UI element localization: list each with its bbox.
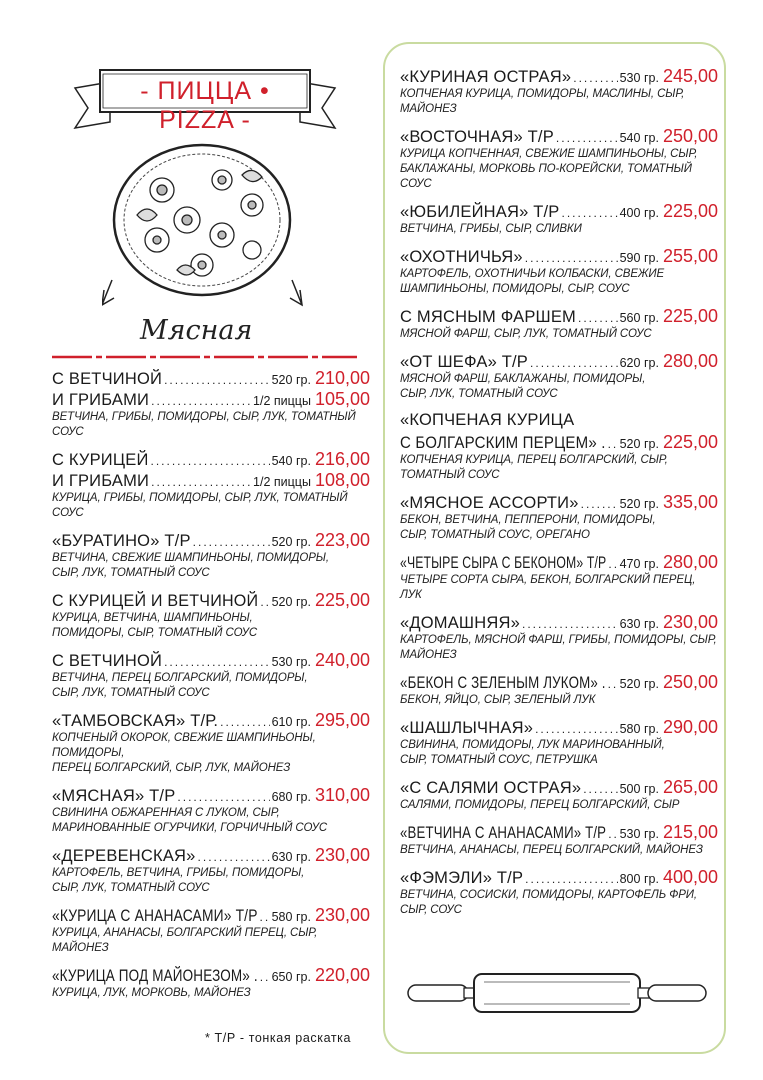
menu-item-line bbox=[400, 201, 718, 222]
menu-item-line bbox=[400, 246, 718, 267]
menu-item-line bbox=[400, 822, 718, 843]
menu-item-description: ВЕТЧИНА, СОСИСКИ, ПОМИДОРЫ, КАРТОФЕЛЬ ФРИ, СЫР, СОУС bbox=[400, 889, 698, 916]
menu-item-line bbox=[52, 590, 370, 611]
menu-item-weight: 610 гр. bbox=[271, 715, 311, 729]
left-menu-list bbox=[52, 368, 370, 1010]
dot-leader bbox=[573, 71, 617, 85]
menu-item-line bbox=[400, 612, 718, 633]
dot-leader bbox=[522, 617, 618, 631]
menu-item bbox=[400, 612, 718, 663]
menu-item-weight: 620 гр. bbox=[619, 356, 659, 370]
menu-item-price: 290,00 bbox=[662, 717, 718, 737]
right-menu-list bbox=[400, 66, 718, 927]
menu-item-description: ВЕТЧИНА, ГРИБЫ, СЫР, СЛИВКИ bbox=[400, 223, 582, 235]
menu-item-description: МЯСНОЙ ФАРШ, СЫР, ЛУК, ТОМАТНЫЙ СОУС bbox=[400, 328, 652, 340]
menu-item-name: «ДОМАШНЯЯ» bbox=[400, 614, 520, 632]
menu-item-price: 225,00 bbox=[662, 201, 718, 221]
dot-leader bbox=[260, 970, 270, 984]
menu-item-weight: 580 гр. bbox=[271, 910, 311, 924]
menu-item-price: 245,00 bbox=[662, 66, 718, 86]
menu-item-description: КУРИЦА, ЛУК, МОРКОВЬ, МАЙОНЕЗ bbox=[52, 987, 251, 999]
dot-leader bbox=[260, 595, 269, 609]
menu-item-line bbox=[400, 777, 718, 798]
dot-leader bbox=[583, 782, 617, 796]
dot-leader bbox=[578, 311, 618, 325]
menu-item-line bbox=[52, 389, 370, 410]
menu-item-description: МЯСНОЙ ФАРШ, БАКЛАЖАНЫ, ПОМИДОРЫ, bbox=[400, 373, 646, 385]
menu-item-weight: 400 гр. bbox=[619, 206, 659, 220]
menu-item-weight: 560 гр. bbox=[619, 311, 659, 325]
menu-item-description: БАКЛАЖАНЫ, МОРКОВЬ ПО-КОРЕЙСКИ, ТОМАТНЫЙ СОУС bbox=[400, 163, 692, 190]
pizza-illustration bbox=[102, 140, 307, 310]
menu-item-name: «ТАМБОВСКАЯ» Т/Р. bbox=[52, 712, 219, 730]
menu-item-price: 335,00 bbox=[662, 492, 718, 512]
menu-item-name: «ОТ ШЕФА» Т/Р bbox=[400, 353, 529, 371]
menu-item bbox=[400, 66, 718, 117]
menu-item bbox=[400, 201, 718, 237]
menu-item-name: С ВЕТЧИНОЙ bbox=[52, 370, 163, 388]
menu-item-weight: 500 гр. bbox=[619, 782, 659, 796]
rolling-pin-illustration bbox=[404, 968, 710, 1022]
menu-item-name: С КУРИЦЕЙ bbox=[52, 451, 149, 469]
menu-item-weight: 1/2 пиццы bbox=[253, 394, 311, 408]
menu-item-line bbox=[400, 867, 718, 888]
menu-item-price: 240,00 bbox=[314, 650, 370, 670]
dot-leader bbox=[608, 677, 618, 691]
menu-item-weight: 580 гр. bbox=[619, 722, 659, 736]
menu-item-name: «КОПЧЕНАЯ КУРИЦА bbox=[400, 411, 575, 429]
dot-leader bbox=[151, 454, 270, 468]
menu-item-price: 230,00 bbox=[662, 612, 718, 632]
menu-item bbox=[400, 777, 718, 813]
dot-leader bbox=[525, 251, 618, 265]
menu-item-line bbox=[52, 368, 370, 389]
menu-item-line bbox=[52, 449, 370, 470]
menu-item-weight: 630 гр. bbox=[271, 850, 311, 864]
menu-item-line bbox=[400, 126, 718, 147]
dot-leader bbox=[198, 850, 270, 864]
menu-item-weight: 520 гр. bbox=[619, 677, 659, 691]
menu-item-weight: 530 гр. bbox=[619, 827, 659, 841]
menu-item-weight: 470 гр. bbox=[619, 557, 659, 571]
menu-item-name: «ДЕРЕВЕНСКАЯ» bbox=[52, 847, 196, 865]
dot-leader bbox=[151, 394, 251, 408]
menu-item bbox=[52, 965, 370, 1001]
menu-item bbox=[400, 717, 718, 768]
menu-item-name: С ВЕТЧИНОЙ bbox=[52, 652, 163, 670]
menu-item bbox=[52, 710, 370, 776]
menu-item-weight: 520 гр. bbox=[271, 373, 311, 387]
menu-item-price: 216,00 bbox=[314, 449, 370, 469]
menu-item-description: СЫР, ЛУК, ТОМАТНЫЙ СОУС bbox=[52, 687, 210, 699]
menu-item-price: 108,00 bbox=[314, 470, 370, 490]
menu-item-name: «ЧЕТЫРЕ СЫРА С БЕКОНОМ» Т/Р bbox=[400, 554, 607, 572]
menu-item-price: 105,00 bbox=[314, 389, 370, 409]
dot-leader bbox=[530, 356, 618, 370]
menu-item-weight: 530 гр. bbox=[619, 71, 659, 85]
dot-leader bbox=[220, 715, 269, 729]
dot-leader bbox=[608, 557, 617, 571]
menu-item-name: «МЯСНАЯ» Т/Р bbox=[52, 787, 176, 805]
menu-item-description: БЕКОН, ВЕТЧИНА, ПЕППЕРОНИ, ПОМИДОРЫ, bbox=[400, 514, 656, 526]
menu-item-name: «ВЕТЧИНА С АНАНАСАМИ» Т/Р bbox=[400, 824, 607, 842]
menu-item-description: СЫР, ТОМАТНЫЙ СОУС, ПЕТРУШКА bbox=[400, 754, 598, 766]
menu-item-description: КУРИЦА КОПЧЕННАЯ, СВЕЖИЕ ШАМПИНЬОНЫ, СЫР, bbox=[400, 148, 698, 160]
menu-item-description: СЫР, ТОМАТНЫЙ СОУС, ОРЕГАНО bbox=[400, 529, 590, 541]
dot-leader bbox=[562, 206, 618, 220]
menu-item-description: ВЕТЧИНА, ПЕРЕЦ БОЛГАРСКИЙ, ПОМИДОРЫ, bbox=[52, 672, 308, 684]
menu-item-description: ПОМИДОРЫ, СЫР, ТОМАТНЫЙ СОУС bbox=[52, 627, 258, 639]
dot-leader bbox=[535, 722, 618, 736]
menu-item-weight: 520 гр. bbox=[271, 595, 311, 609]
menu-item-price: 265,00 bbox=[662, 777, 718, 797]
menu-item-price: 210,00 bbox=[314, 368, 370, 388]
menu-item bbox=[52, 590, 370, 641]
dot-leader bbox=[608, 437, 618, 451]
menu-item bbox=[400, 126, 718, 192]
menu-item-description: ПЕРЕЦ БОЛГАРСКИЙ, СЫР, ЛУК, МАЙОНЕЗ bbox=[52, 762, 291, 774]
menu-item-weight: 520 гр. bbox=[619, 437, 659, 451]
menu-item-weight: 650 гр. bbox=[271, 970, 311, 984]
menu-item-weight: 540 гр. bbox=[271, 454, 311, 468]
menu-item-name: «КУРИЦА ПОД МАЙОНЕЗОМ» . bbox=[52, 967, 258, 985]
menu-item-price: 230,00 bbox=[314, 845, 370, 865]
menu-item-name: «МЯСНОЕ АССОРТИ» bbox=[400, 494, 579, 512]
menu-item-price: 220,00 bbox=[314, 965, 370, 985]
menu-item-price: 280,00 bbox=[662, 351, 718, 371]
menu-item-name: «С САЛЯМИ ОСТРАЯ» bbox=[400, 779, 582, 797]
menu-item-description: СЫР, ЛУК, ТОМАТНЫЙ СОУС bbox=[400, 388, 558, 400]
menu-item-line bbox=[400, 672, 718, 693]
menu-item-line bbox=[52, 530, 370, 551]
dot-leader bbox=[193, 535, 270, 549]
dot-leader bbox=[177, 790, 269, 804]
menu-item-price: 280,00 bbox=[662, 552, 718, 572]
menu-item-name: «ОХОТНИЧЬЯ» bbox=[400, 248, 523, 266]
dot-leader bbox=[525, 872, 617, 886]
menu-item bbox=[52, 785, 370, 836]
dot-leader bbox=[556, 131, 618, 145]
menu-item-price: 215,00 bbox=[662, 822, 718, 842]
menu-item bbox=[52, 905, 370, 956]
menu-item-line bbox=[400, 717, 718, 738]
menu-item-weight: 800 гр. bbox=[619, 872, 659, 886]
menu-item-line bbox=[52, 470, 370, 491]
menu-item-description: СВИНИНА, ПОМИДОРЫ, ЛУК МАРИНОВАННЫЙ, bbox=[400, 739, 665, 751]
menu-item-line bbox=[400, 351, 718, 372]
menu-item-description: БЕКОН, ЯЙЦО, СЫР, ЗЕЛЕНЫЙ ЛУК bbox=[400, 694, 596, 706]
menu-item-description: СЫР, ЛУК, ТОМАТНЫЙ СОУС bbox=[52, 567, 210, 579]
menu-item-description: МАРИНОВАННЫЕ ОГУРЧИКИ, ГОРЧИЧНЫЙ СОУС bbox=[52, 822, 328, 834]
menu-item-description: КАРТОФЕЛЬ, ВЕТЧИНА, ГРИБЫ, ПОМИДОРЫ, bbox=[52, 867, 305, 879]
menu-item-price: 250,00 bbox=[662, 126, 718, 146]
menu-item-line bbox=[52, 650, 370, 671]
menu-item-name: «ФЭМЭЛИ» Т/Р bbox=[400, 869, 524, 887]
menu-item-description: СВИНИНА ОБЖАРЕННАЯ С ЛУКОМ, СЫР, bbox=[52, 807, 280, 819]
menu-item-description: ЧЕТЫРЕ СОРТА СЫРА, БЕКОН, БОЛГАРСКИЙ ПЕРЕЦ, ЛУК bbox=[400, 574, 696, 601]
dot-leader bbox=[260, 910, 270, 924]
dot-leader bbox=[608, 827, 617, 841]
menu-item-name: «ЮБИЛЕЙНАЯ» Т/Р bbox=[400, 203, 560, 221]
menu-item-name: «КУРИНАЯ ОСТРАЯ» bbox=[400, 68, 572, 86]
menu-item-price: 255,00 bbox=[662, 246, 718, 266]
menu-item-line bbox=[400, 432, 718, 453]
menu-item-weight: 590 гр. bbox=[619, 251, 659, 265]
menu-item-description: КАРТОФЕЛЬ, МЯСНОЙ ФАРШ, ГРИБЫ, ПОМИДОРЫ, СЫР, МАЙОНЕЗ bbox=[400, 634, 717, 661]
menu-item-weight: 630 гр. bbox=[619, 617, 659, 631]
menu-item-description: КУРИЦА, ГРИБЫ, ПОМИДОРЫ, СЫР, ЛУК, ТОМАТНЫЙ СОУС bbox=[52, 492, 348, 519]
menu-item bbox=[400, 411, 718, 483]
menu-item bbox=[400, 672, 718, 708]
menu-item-price: 225,00 bbox=[662, 306, 718, 326]
menu-item bbox=[400, 351, 718, 402]
footnote: * Т/Р - тонкая раскатка bbox=[205, 1031, 352, 1045]
menu-item bbox=[400, 552, 718, 603]
menu-item-description: КОПЧЕНЫЙ ОКОРОК, СВЕЖИЕ ШАМПИНЬОНЫ, ПОМИДОРЫ, bbox=[52, 732, 316, 759]
menu-item-name: И ГРИБАМИ bbox=[52, 391, 150, 409]
menu-item-name: «ВОСТОЧНАЯ» Т/Р bbox=[400, 128, 554, 146]
menu-item bbox=[400, 246, 718, 297]
banner-title: - ПИЦЦА • PIZZA - bbox=[140, 77, 270, 134]
menu-item-description: ВЕТЧИНА, АНАНАСЫ, ПЕРЕЦ БОЛГАРСКИЙ, МАЙОНЕЗ bbox=[400, 844, 703, 856]
menu-item-price: 223,00 bbox=[314, 530, 370, 550]
menu-item-name: И ГРИБАМИ bbox=[52, 472, 150, 490]
menu-item-name: С КУРИЦЕЙ И ВЕТЧИНОЙ bbox=[52, 592, 259, 610]
menu-item-weight: 530 гр. bbox=[271, 655, 311, 669]
menu-item-line bbox=[52, 905, 370, 926]
menu-item bbox=[52, 845, 370, 896]
menu-item-weight: 520 гр. bbox=[619, 497, 659, 511]
dot-leader bbox=[581, 497, 618, 511]
menu-item-name: «ШАШЛЫЧНАЯ» bbox=[400, 719, 534, 737]
menu-item-line bbox=[400, 552, 718, 573]
menu-item-weight: 1/2 пиццы bbox=[253, 475, 311, 489]
menu-item bbox=[52, 650, 370, 701]
menu-item-line bbox=[52, 710, 370, 731]
dot-leader bbox=[164, 655, 270, 669]
menu-item-description: КОПЧЕНАЯ КУРИЦА, ПОМИДОРЫ, МАСЛИНЫ, СЫР, МАЙОНЕЗ bbox=[400, 88, 685, 115]
menu-item-name: «БУРАТИНО» Т/Р bbox=[52, 532, 191, 550]
menu-item-line bbox=[400, 306, 718, 327]
menu-item-name: С БОЛГАРСКИМ ПЕРЦЕМ» . bbox=[400, 434, 606, 452]
menu-item bbox=[400, 492, 718, 543]
menu-item-description: ШАМПИНЬОНЫ, ПОМИДОРЫ, СЫР, СОУС bbox=[400, 283, 630, 295]
menu-item bbox=[52, 368, 370, 440]
menu-item-line bbox=[400, 411, 718, 432]
menu-item-name: «БЕКОН С ЗЕЛЕНЫМ ЛУКОМ» . bbox=[400, 674, 606, 692]
menu-item-description: САЛЯМИ, ПОМИДОРЫ, ПЕРЕЦ БОЛГАРСКИЙ, СЫР bbox=[400, 799, 680, 811]
menu-item bbox=[400, 306, 718, 342]
menu-item-name: С МЯСНЫМ ФАРШЕМ bbox=[400, 308, 576, 326]
menu-item-price: 295,00 bbox=[314, 710, 370, 730]
menu-item-price: 250,00 bbox=[662, 672, 718, 692]
menu-item-line bbox=[52, 965, 370, 986]
menu-item-description: КОПЧЕНАЯ КУРИЦА, ПЕРЕЦ БОЛГАРСКИЙ, СЫР, ТОМАТНЫЙ СОУС bbox=[400, 454, 668, 481]
menu-item-line bbox=[52, 785, 370, 806]
menu-item-weight: 540 гр. bbox=[619, 131, 659, 145]
menu-item-price: 230,00 bbox=[314, 905, 370, 925]
menu-item-description: КАРТОФЕЛЬ, ОХОТНИЧЬИ КОЛБАСКИ, СВЕЖИЕ bbox=[400, 268, 665, 280]
menu-item-line bbox=[52, 845, 370, 866]
menu-item-weight: 680 гр. bbox=[271, 790, 311, 804]
menu-item-description: СЫР, ЛУК, ТОМАТНЫЙ СОУС bbox=[52, 882, 210, 894]
dot-leader bbox=[164, 373, 270, 387]
menu-item bbox=[400, 867, 718, 918]
menu-item bbox=[52, 530, 370, 581]
menu-item-line bbox=[400, 492, 718, 513]
menu-item-description: КУРИЦА, ВЕТЧИНА, ШАМПИНЬОНЫ, bbox=[52, 612, 253, 624]
menu-item-name: «КУРИЦА С АНАНАСАМИ» Т/Р bbox=[52, 907, 258, 925]
menu-item-description: КУРИЦА, АНАНАСЫ, БОЛГАРСКИЙ ПЕРЕЦ, СЫР, МАЙОНЕЗ bbox=[52, 927, 318, 954]
menu-item-weight: 520 гр. bbox=[271, 535, 311, 549]
menu-item bbox=[52, 449, 370, 521]
menu-item-price: 400,00 bbox=[662, 867, 718, 887]
menu-item-description: ВЕТЧИНА, СВЕЖИЕ ШАМПИНЬОНЫ, ПОМИДОРЫ, bbox=[52, 552, 329, 564]
menu-item-price: 225,00 bbox=[314, 590, 370, 610]
menu-item bbox=[400, 822, 718, 858]
menu-item-line bbox=[400, 66, 718, 87]
menu-item-description: ВЕТЧИНА, ГРИБЫ, ПОМИДОРЫ, СЫР, ЛУК, ТОМАТНЫЙ СОУС bbox=[52, 411, 356, 438]
menu-item-price: 225,00 bbox=[662, 432, 718, 452]
red-divider bbox=[52, 355, 357, 359]
right-menu-panel bbox=[383, 42, 726, 1054]
menu-item-price: 310,00 bbox=[314, 785, 370, 805]
section-title: Мясная bbox=[140, 315, 253, 346]
dot-leader bbox=[151, 475, 251, 489]
